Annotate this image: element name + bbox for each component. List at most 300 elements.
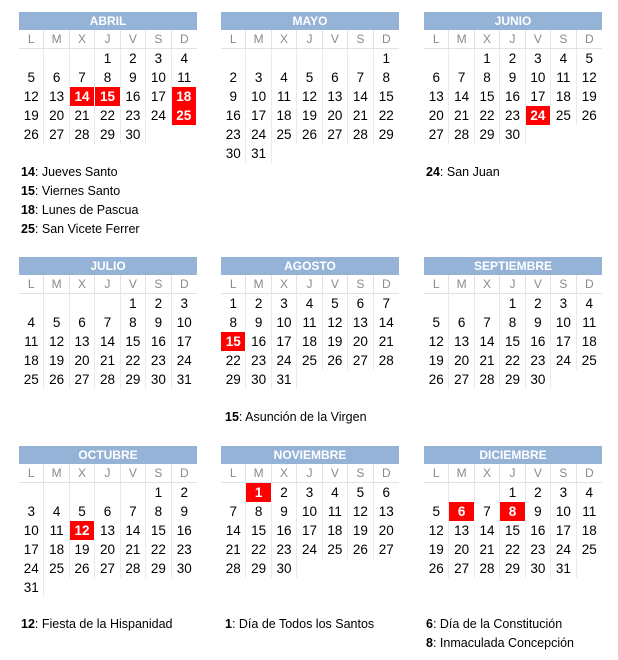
day-cells: [19, 49, 197, 144]
day-cell: 20: [44, 106, 69, 125]
day-cell: 29: [500, 370, 525, 389]
day-cell: 31: [246, 144, 271, 163]
holiday-note-text: : Viernes Santo: [34, 184, 121, 198]
holiday-note: [225, 408, 367, 427]
weekday-label: V: [323, 30, 348, 49]
month-julio: [19, 257, 197, 389]
day-cell: 22: [500, 540, 525, 559]
day-cell: 29: [246, 559, 271, 578]
holiday-note-text: : Día de la Constitución: [432, 617, 563, 631]
weekday-label: L: [424, 275, 449, 294]
day-cell: 7: [449, 68, 474, 87]
day-cell: 27: [95, 559, 120, 578]
day-cell: 25: [581, 542, 597, 557]
day-cell: 17: [19, 540, 44, 559]
day-cell: 5: [70, 502, 95, 521]
day-cell: 1: [121, 294, 146, 313]
day-cell: 16: [500, 87, 525, 106]
day-cell: 26: [19, 125, 44, 144]
month-title: AGOSTO: [221, 257, 399, 275]
day-cell: 24: [551, 351, 576, 370]
weekday-label: X: [70, 275, 95, 294]
day-cell: 17: [272, 332, 297, 351]
holiday-note-text: : San Vicete Ferrer: [34, 222, 140, 236]
weekday-label: V: [323, 464, 348, 483]
day-cell: 11: [551, 68, 576, 87]
holiday-note-day: 15: [225, 410, 239, 424]
notes-octubre: [21, 615, 173, 634]
day-cell: 30: [121, 125, 146, 144]
day-cell: 10: [176, 315, 192, 330]
empty-day-cell: [449, 294, 474, 313]
day-cell: 7: [475, 313, 500, 332]
weekday-label: V: [121, 275, 146, 294]
day-cell: 24: [176, 353, 192, 368]
empty-day-cell: [95, 483, 120, 502]
day-cell: 28: [348, 125, 373, 144]
day-cell: 14: [95, 332, 120, 351]
weekday-label: D: [172, 464, 197, 483]
day-cell: 23: [146, 351, 171, 370]
days-grid: [221, 464, 399, 483]
day-cell: 15: [121, 332, 146, 351]
day-cell: 25: [581, 353, 597, 368]
day-cell: 3: [272, 294, 297, 313]
day-cell: 16: [526, 332, 551, 351]
holiday-note-day: 6: [426, 617, 433, 631]
day-cell: 30: [272, 559, 297, 578]
weekday-label: J: [297, 464, 322, 483]
day-cell: 6: [95, 502, 120, 521]
day-cell: 5: [19, 68, 44, 87]
day-cell: 20: [449, 351, 474, 370]
day-cell: 4: [551, 49, 576, 68]
month-junio: [424, 12, 602, 144]
weekday-label: L: [221, 464, 246, 483]
day-cell: 21: [70, 106, 95, 125]
day-cell: 19: [19, 106, 44, 125]
empty-day-cell: [246, 49, 271, 68]
day-cell: 19: [348, 521, 373, 540]
empty-day-cell: [475, 483, 500, 502]
holiday-day-cell: 25: [172, 106, 197, 125]
notes-abril: [21, 163, 140, 239]
holiday-note-text: : San Juan: [439, 165, 500, 179]
day-cell: 4: [585, 296, 594, 311]
day-cell: 22: [121, 351, 146, 370]
day-cell: 26: [297, 125, 322, 144]
month-title: JULIO: [19, 257, 197, 275]
day-cell: 12: [348, 502, 373, 521]
days-grid: [424, 464, 602, 483]
weekday-label: J: [500, 30, 525, 49]
month-noviembre: [221, 446, 399, 578]
day-cell: 2: [221, 68, 246, 87]
day-cell: 26: [424, 370, 449, 389]
day-cell: 31: [176, 372, 192, 387]
day-cell: 14: [475, 332, 500, 351]
day-cell: 10: [551, 502, 576, 521]
day-cell: 8: [95, 68, 120, 87]
empty-day-cell: [19, 49, 44, 68]
day-cell: 7: [348, 68, 373, 87]
day-cell: 24: [272, 351, 297, 370]
day-cell: 11: [323, 502, 348, 521]
empty-day-cell: [44, 294, 69, 313]
day-cell: 13: [449, 521, 474, 540]
weekday-label: M: [246, 275, 271, 294]
day-cell: 14: [348, 87, 373, 106]
weekday-label: X: [272, 275, 297, 294]
day-cell: 17: [297, 521, 322, 540]
day-cell: 22: [221, 351, 246, 370]
day-cell: 10: [272, 313, 297, 332]
empty-day-cell: [19, 483, 44, 502]
weekday-label: V: [121, 464, 146, 483]
month-agosto: [221, 257, 399, 389]
day-cell: 17: [526, 87, 551, 106]
day-cell: 26: [323, 351, 348, 370]
day-cell: 21: [95, 351, 120, 370]
day-cell: 21: [378, 334, 394, 349]
month-octubre: [19, 446, 197, 597]
day-cell: 21: [221, 540, 246, 559]
day-cell: 3: [526, 49, 551, 68]
day-cell: 8: [500, 313, 525, 332]
holiday-note: [426, 615, 574, 634]
day-cell: 8: [246, 502, 271, 521]
weekday-label: M: [246, 464, 271, 483]
day-cell: 11: [582, 315, 597, 330]
empty-day-cell: [424, 294, 449, 313]
day-cell: 5: [424, 313, 449, 332]
day-cell: 26: [424, 559, 449, 578]
day-cell: 27: [70, 370, 95, 389]
day-cell: 3: [551, 483, 576, 502]
day-cell: 30: [500, 125, 525, 144]
empty-day-cell: [221, 49, 246, 68]
weekday-label: V: [526, 275, 551, 294]
day-cell: 8: [121, 313, 146, 332]
holiday-day-cell: 24: [526, 106, 551, 125]
days-grid: [424, 30, 602, 49]
weekday-label: V: [526, 464, 551, 483]
weekday-label: S: [551, 464, 576, 483]
notes-junio: [426, 163, 500, 182]
day-cell: 9: [246, 313, 271, 332]
day-cell: 28: [95, 370, 120, 389]
day-cell: 11: [297, 313, 322, 332]
empty-day-cell: [44, 49, 69, 68]
day-cell: 22: [378, 108, 394, 123]
empty-day-cell: [323, 49, 348, 68]
day-cell: 26: [44, 370, 69, 389]
weekday-label: S: [146, 275, 171, 294]
day-cell: 5: [585, 51, 594, 66]
day-cell: 26: [348, 540, 373, 559]
holiday-day-cell: 15: [95, 87, 120, 106]
weekday-label: X: [272, 30, 297, 49]
day-cell: 4: [272, 68, 297, 87]
weekday-label: J: [297, 275, 322, 294]
empty-day-cell: [297, 49, 322, 68]
empty-day-cell: [70, 483, 95, 502]
day-cell: 29: [500, 559, 525, 578]
day-cell: 1: [221, 294, 246, 313]
day-cell: 2: [500, 49, 525, 68]
day-cell: 28: [475, 370, 500, 389]
day-cell: 1: [500, 483, 525, 502]
day-cell: 27: [378, 542, 394, 557]
day-cell: 4: [297, 294, 322, 313]
day-cell: 1: [146, 483, 171, 502]
day-cell: 28: [475, 559, 500, 578]
day-cell: 2: [180, 485, 189, 500]
day-cell: 28: [70, 125, 95, 144]
holiday-day-cell: 12: [70, 521, 95, 540]
day-cell: 13: [424, 87, 449, 106]
weekday-label: D: [172, 275, 197, 294]
day-cell: 13: [378, 504, 394, 519]
day-cell: 2: [526, 483, 551, 502]
weekday-label: L: [221, 30, 246, 49]
day-cell: 9: [272, 502, 297, 521]
holiday-note: [21, 201, 140, 220]
weekday-label: J: [500, 275, 525, 294]
day-cell: 24: [297, 540, 322, 559]
empty-day-cell: [272, 49, 297, 68]
month-title: DICIEMBRE: [424, 446, 602, 464]
day-cell: 30: [176, 561, 192, 576]
day-cell: 16: [121, 87, 146, 106]
empty-day-cell: [221, 483, 246, 502]
weekday-label: M: [449, 464, 474, 483]
day-cell: 17: [246, 106, 271, 125]
day-cell: 12: [424, 332, 449, 351]
day-cell: 7: [382, 296, 391, 311]
day-cell: 13: [44, 87, 69, 106]
day-cell: 13: [449, 332, 474, 351]
day-cells: [221, 49, 399, 163]
day-cell: 21: [449, 106, 474, 125]
weekday-label: D: [577, 275, 602, 294]
weekday-label: D: [374, 464, 399, 483]
weekday-label: L: [221, 275, 246, 294]
day-cells: [221, 483, 399, 578]
day-cell: 2: [272, 483, 297, 502]
day-cell: 3: [19, 502, 44, 521]
day-cell: 12: [297, 87, 322, 106]
day-cell: 8: [146, 502, 171, 521]
day-cell: 21: [475, 351, 500, 370]
empty-day-cell: [449, 483, 474, 502]
day-cell: 26: [581, 108, 597, 123]
weekday-label: S: [348, 275, 373, 294]
day-cell: 19: [44, 351, 69, 370]
day-cell: 28: [121, 559, 146, 578]
day-cell: 12: [581, 70, 597, 85]
day-cell: 29: [378, 127, 394, 142]
holiday-day-cell: 6: [449, 502, 474, 521]
day-cell: 18: [581, 523, 597, 538]
weekday-label: S: [146, 30, 171, 49]
weekday-label: S: [551, 275, 576, 294]
day-cells: [19, 294, 197, 389]
day-cell: 7: [121, 502, 146, 521]
day-cell: 15: [500, 332, 525, 351]
day-cell: 16: [526, 521, 551, 540]
day-cells: [424, 294, 602, 389]
day-cell: 22: [146, 540, 171, 559]
weekday-label: X: [272, 464, 297, 483]
holiday-note: [21, 220, 140, 239]
day-cell: 16: [221, 106, 246, 125]
day-cell: 3: [180, 296, 189, 311]
day-cell: 25: [551, 106, 576, 125]
day-cell: 19: [323, 332, 348, 351]
day-cell: 27: [323, 125, 348, 144]
day-cell: 24: [146, 106, 171, 125]
day-cell: 27: [449, 370, 474, 389]
day-cell: 7: [95, 313, 120, 332]
day-cell: 23: [221, 125, 246, 144]
day-cell: 30: [526, 370, 551, 389]
day-cell: 31: [19, 578, 44, 597]
weekday-label: J: [95, 275, 120, 294]
day-cell: 2: [526, 294, 551, 313]
weekday-label: M: [44, 464, 69, 483]
day-cell: 23: [500, 106, 525, 125]
holiday-note-text: : Asunción de la Virgen: [238, 410, 367, 424]
day-cells: [424, 49, 602, 144]
day-cell: 17: [551, 521, 576, 540]
day-cells: [19, 483, 197, 597]
empty-day-cell: [95, 294, 120, 313]
day-cell: 28: [449, 125, 474, 144]
day-cell: 24: [246, 125, 271, 144]
days-grid: [19, 464, 197, 483]
empty-day-cell: [70, 49, 95, 68]
day-cell: 23: [526, 351, 551, 370]
day-cell: 11: [177, 70, 192, 85]
day-cell: 22: [475, 106, 500, 125]
day-cell: 4: [585, 485, 594, 500]
day-cell: 10: [246, 87, 271, 106]
day-cell: 9: [146, 313, 171, 332]
holiday-day-cell: 15: [221, 332, 246, 351]
day-cell: 5: [424, 502, 449, 521]
day-cell: 3: [146, 49, 171, 68]
days-grid: [19, 30, 197, 49]
holiday-day-cell: 8: [500, 502, 525, 521]
day-cell: 11: [582, 504, 597, 519]
month-diciembre: [424, 446, 602, 578]
month-title: NOVIEMBRE: [221, 446, 399, 464]
holiday-note: [21, 615, 173, 634]
day-cell: 17: [146, 87, 171, 106]
day-cell: 4: [180, 51, 189, 66]
weekday-label: J: [297, 30, 322, 49]
day-cell: 6: [323, 68, 348, 87]
day-cell: 4: [19, 313, 44, 332]
day-cell: 16: [246, 332, 271, 351]
day-cell: 22: [95, 106, 120, 125]
day-cell: 2: [121, 49, 146, 68]
day-cell: 10: [297, 502, 322, 521]
day-cell: 29: [95, 125, 120, 144]
day-cell: 7: [221, 502, 246, 521]
weekday-label: X: [475, 275, 500, 294]
day-cell: 9: [500, 68, 525, 87]
day-cell: 14: [449, 87, 474, 106]
day-cell: 22: [500, 351, 525, 370]
holiday-note: [426, 163, 500, 182]
day-cell: 25: [323, 540, 348, 559]
weekday-label: S: [348, 30, 373, 49]
day-cell: 28: [221, 559, 246, 578]
day-cell: 9: [221, 87, 246, 106]
day-cell: 1: [475, 49, 500, 68]
holiday-day-cell: 18: [172, 87, 197, 106]
day-cell: 3: [551, 294, 576, 313]
day-cell: 16: [272, 521, 297, 540]
holiday-note-day: 1: [225, 617, 232, 631]
days-grid: [221, 30, 399, 49]
day-cell: 3: [246, 68, 271, 87]
day-cell: 29: [475, 125, 500, 144]
day-cell: 29: [221, 370, 246, 389]
holiday-note-text: : Lunes de Pascua: [34, 203, 139, 217]
weekday-label: S: [348, 464, 373, 483]
day-cell: 9: [121, 68, 146, 87]
holiday-day-cell: 14: [70, 87, 95, 106]
day-cell: 4: [323, 483, 348, 502]
day-cell: 5: [323, 294, 348, 313]
holiday-note-day: 24: [426, 165, 440, 179]
empty-day-cell: [348, 49, 373, 68]
day-cell: 19: [297, 106, 322, 125]
day-cell: 15: [378, 89, 394, 104]
holiday-day-cell: 1: [246, 483, 271, 502]
day-cell: 29: [121, 370, 146, 389]
day-cell: 6: [44, 68, 69, 87]
holiday-note-text: : Día de Todos los Santos: [231, 617, 375, 631]
day-cell: 13: [95, 521, 120, 540]
day-cell: 7: [70, 68, 95, 87]
holiday-note: [225, 615, 374, 634]
day-cell: 9: [526, 502, 551, 521]
day-cell: 16: [176, 523, 192, 538]
day-cell: 6: [70, 313, 95, 332]
weekday-label: S: [146, 464, 171, 483]
day-cell: 15: [246, 521, 271, 540]
holiday-note-day: 8: [426, 636, 433, 650]
day-cell: 24: [19, 559, 44, 578]
holiday-note-text: : Fiesta de la Hispanidad: [34, 617, 173, 631]
day-cell: 13: [323, 87, 348, 106]
day-cell: 26: [70, 559, 95, 578]
day-cell: 25: [44, 559, 69, 578]
day-cell: 18: [323, 521, 348, 540]
day-cell: 20: [424, 106, 449, 125]
day-cell: 30: [221, 144, 246, 163]
month-title: OCTUBRE: [19, 446, 197, 464]
day-cell: 13: [348, 313, 373, 332]
day-cell: 20: [348, 332, 373, 351]
day-cell: 25: [297, 351, 322, 370]
day-cell: 27: [44, 125, 69, 144]
day-cell: 1: [500, 294, 525, 313]
